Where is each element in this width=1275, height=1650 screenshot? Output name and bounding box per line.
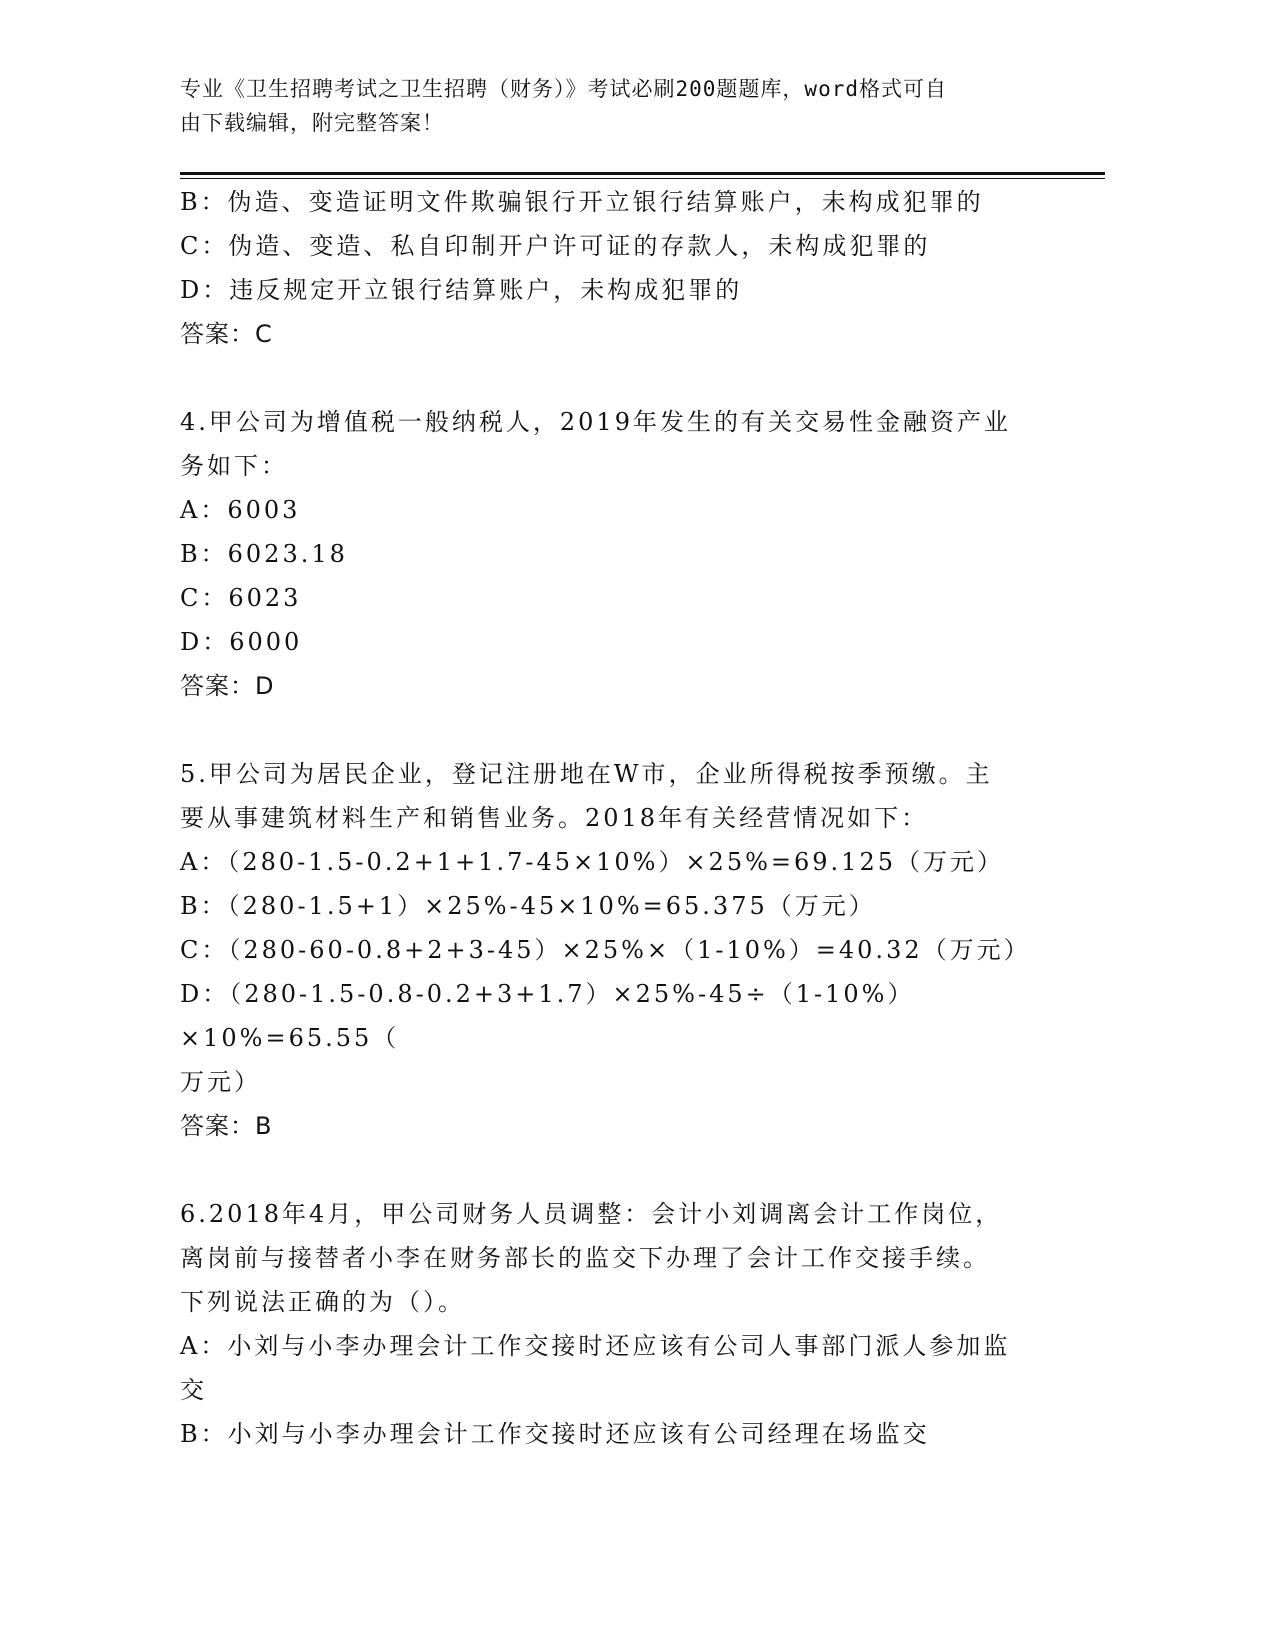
option-c: C：伪造、变造、私自印制开户许可证的存款人，未构成犯罪的 [180,232,931,260]
option-b: B：伪造、变造证明文件欺骗银行开立银行结算账户，未构成犯罪的 [180,188,984,216]
document-body [180,180,1050,1456]
option-d: D：违反规定开立银行结算账户，未构成犯罪的 [180,276,743,304]
header-line: 由下载编辑，附完整答案！ [180,111,444,135]
answer-line: 答案：B [180,1112,273,1140]
answer-line: 答案：D [180,672,275,700]
page-header [180,72,1040,140]
option-b: B：小刘与小李办理会计工作交接时还应该有公司经理在场监交 [180,1420,930,1448]
question-3-continued [180,180,1050,356]
option-c: C：（280-60-0.8+2+3-45）×25%×（1-10%）=40.32（万元） [180,936,1031,964]
spacer [180,1148,1050,1192]
question-stem: 务如下： [180,452,288,480]
question-stem: 离岗前与接替者小李在财务部长的监交下办理了会计工作交接手续。 [180,1244,990,1272]
header-divider [180,172,1105,175]
header-divider-thin [180,178,1105,179]
question-stem: 5.甲公司为居民企业，登记注册地在W市，企业所得税按季预缴。主 [180,760,993,788]
option-b: B：6023.18 [180,540,348,568]
option-c: C：6023 [180,584,302,612]
question-stem: 6.2018年4月，甲公司财务人员调整：会计小刘调离会计工作岗位， [180,1200,1003,1228]
option-a: A：小刘与小李办理会计工作交接时还应该有公司人事部门派人参加监 [180,1332,1011,1360]
option-b: B：（280-1.5+1）×25%-45×10%=65.375（万元） [180,892,876,920]
spacer [180,708,1050,752]
question-4 [180,400,1050,708]
spacer [180,356,1050,400]
question-stem: 4.甲公司为增值税一般纳税人，2019年发生的有关交易性金融资产业 [180,408,1011,436]
question-stem: 下列说法正确的为（）。 [180,1288,465,1316]
question-stem: 要从事建筑材料生产和销售业务。2018年有关经营情况如下： [180,804,929,832]
question-5 [180,752,1050,1148]
header-line: 专业《卫生招聘考试之卫生招聘（财务）》考试必刷200题题库，word格式可自 [180,77,947,101]
option-d: D：6000 [180,628,303,656]
option-d: D：（280-1.5-0.8-0.2+3+1.7）×25%-45÷（1-10%）×10%=65.55（ [180,980,915,1052]
option-a: A：6003 [180,496,301,524]
answer-line: 答案：C [180,320,273,348]
option-d-continued: 万元） [180,1068,261,1096]
option-a-continued: 交 [180,1376,207,1404]
option-a: A：（280-1.5-0.2+1+1.7-45×10%）×25%=69.125（万元） [180,848,1004,876]
question-6 [180,1192,1050,1456]
